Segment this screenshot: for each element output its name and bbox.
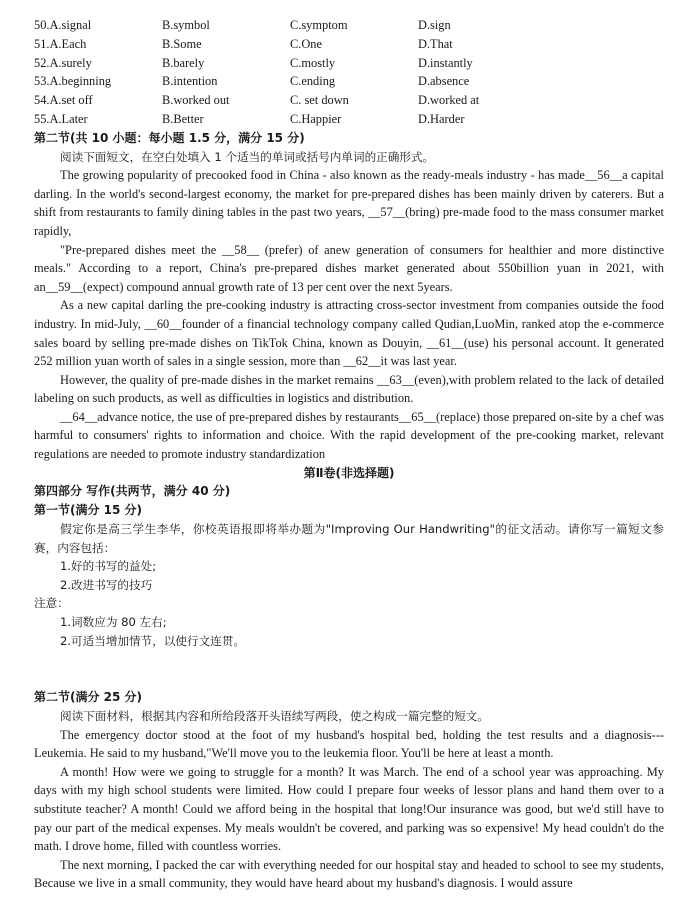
option-d: D.instantly	[418, 55, 473, 70]
option-d: D.sign	[418, 18, 451, 32]
option-d: D.Harder	[418, 111, 465, 126]
option-d: D.worked at	[418, 93, 480, 108]
option-c: C. set down	[290, 93, 349, 108]
option-b: B.Some	[162, 36, 202, 51]
option-a: 55.A.Later	[34, 111, 88, 126]
option-row-52	[34, 54, 664, 73]
writing-section2-instruction: 阅读下面材料，根据其内容和所给段落开头语续写两段，使之构成一篇完整的短文。	[60, 709, 489, 724]
option-row-50	[34, 16, 664, 35]
option-b: B.barely	[162, 55, 205, 70]
option-a: 54.A.set off	[34, 93, 93, 108]
option-c: C.ending	[290, 74, 336, 89]
passage-paragraph-1: The growing popularity of precooked food in China - also known as the ready-meals industry - has made__56__a capital darling. In the world's second-largest economy, the market for pre-prepared dishes has been mainly driven by caterers. But a shift from restaurants to family dining tables in the past two years, __57__(bring) pre-made food to the mass consumer market rapidly,	[34, 168, 664, 238]
option-d: D.absence	[418, 74, 470, 89]
passage-paragraph-4: However, the quality of pre-made dishes in the market remains __63__(even),with problem related to the lack of detailed labeling on such products, as well as difficulties in logistics and distribution.	[34, 372, 664, 406]
option-b: B.worked out	[162, 93, 230, 108]
option-row-51	[34, 35, 664, 54]
part4-heading: 第四部分 写作(共两节，满分 40 分)	[34, 484, 231, 499]
passage-paragraph-3: As a new capital darling the pre-cooking industry is attracting cross-sector investment from companies outside the food industry. In mid-July, __60__founder of a financial technology company called Qudian,LuoMin, ranked atop the e-commerce sales board by selling pre-made dishes on TikTok China, known as Douyin, __61__(use) his personal account. It generated 252 million yuan worth of sales in a single session, more than __62__it was last year.	[34, 298, 664, 369]
volume2-heading: 第Ⅱ卷(非选择题)	[303, 465, 395, 480]
passage-paragraph-2: "Pre-prepared dishes meet the __58__ (prefer) of anew generation of consumers for healthier and more distinctive meals." According to a report, China's pre-prepared dishes market generated about 550billion yuan in 2021, with an__59__(expect) compound annual growth rate of 13 per cent over the next 5years.	[34, 242, 664, 294]
option-a: 52.A.surely	[34, 55, 92, 70]
option-c: C.mostly	[290, 55, 336, 70]
exam-page	[34, 16, 664, 893]
option-b: B.intention	[162, 74, 218, 89]
option-c: C.symptom	[290, 18, 348, 32]
option-row-53	[34, 72, 664, 91]
writing-section1-prompt: 假定你是高三学生李华，你校英语报即将举办题为"Improving Our Handwriting"的征文活动。请你写一篇短文参赛，内容包括：	[34, 522, 664, 555]
option-row-54	[34, 91, 664, 110]
passage-paragraph-5: __64__advance notice, the use of pre-prepared dishes by restaurants__65__(replace) those prepared on-site by a chef was harmful to consumers' rights to information and choice. With the rapid development of the pre-cooking market, relevant regulations are needed to promote industry standardization	[34, 409, 664, 462]
option-row-55	[34, 110, 664, 129]
writing-section1-heading: 第一节(满分 15 分)	[34, 503, 143, 518]
content-item-1: 1.好的书写的益处;	[60, 559, 157, 574]
option-c: C.One	[290, 36, 323, 51]
option-a: 53.A.beginning	[34, 74, 112, 89]
option-b: B.symbol	[162, 18, 210, 32]
answer-space	[34, 650, 664, 688]
option-a: 51.A.Each	[34, 36, 87, 51]
note-item-1: 1.词数应为 80 左右;	[60, 615, 167, 630]
option-a: 50.A.signal	[34, 18, 92, 32]
writing-section2-heading: 第二节(满分 25 分)	[34, 690, 143, 705]
option-b: B.Better	[162, 111, 204, 126]
story-paragraph-1: The emergency doctor stood at the foot of my husband's hospital bed, holding the test results and a diagnosis---Leukemia. He said to my husband,"We'll move you to the leukemia floor. You'll be here at least a month.	[34, 727, 664, 761]
note-item-2: 2.可适当增加情节，以使行文连贯。	[60, 633, 245, 648]
note-label: 注意：	[34, 596, 69, 611]
option-d: D.That	[418, 36, 453, 51]
story-paragraph-2: A month! How were we going to struggle for a month? It was March. The end of a school year was approaching. My days with my high school students were limited. How could I prepare four weeks of lessor plans and hand them over to a substitute teacher? A month! Could we afford being in the hospital that long!Our insurance was good, but we'd still have to pay our part of the medical expenses. My meals wouldn't be covered, and parking was so expensive! My head couldn't do the math. I drove home, filled with countless worries.	[34, 764, 664, 854]
options-block	[34, 16, 664, 129]
section2-heading: 第二节(共 10 小题：每小题 1.5 分，满分 15 分)	[34, 130, 305, 145]
option-c: C.Happier	[290, 111, 342, 126]
story-paragraph-3: The next morning, I packed the car with everything needed for our hospital stay and headed to school to see my students, Because we live in a small community, they would have heard about my husband's diagnosis. I would assure	[34, 857, 664, 891]
content-item-2: 2.改进书写的技巧	[60, 577, 153, 592]
section2-instruction: 阅读下面短文，在空白处填入 1 个适当的单词或括号内单词的正确形式。	[60, 149, 435, 164]
